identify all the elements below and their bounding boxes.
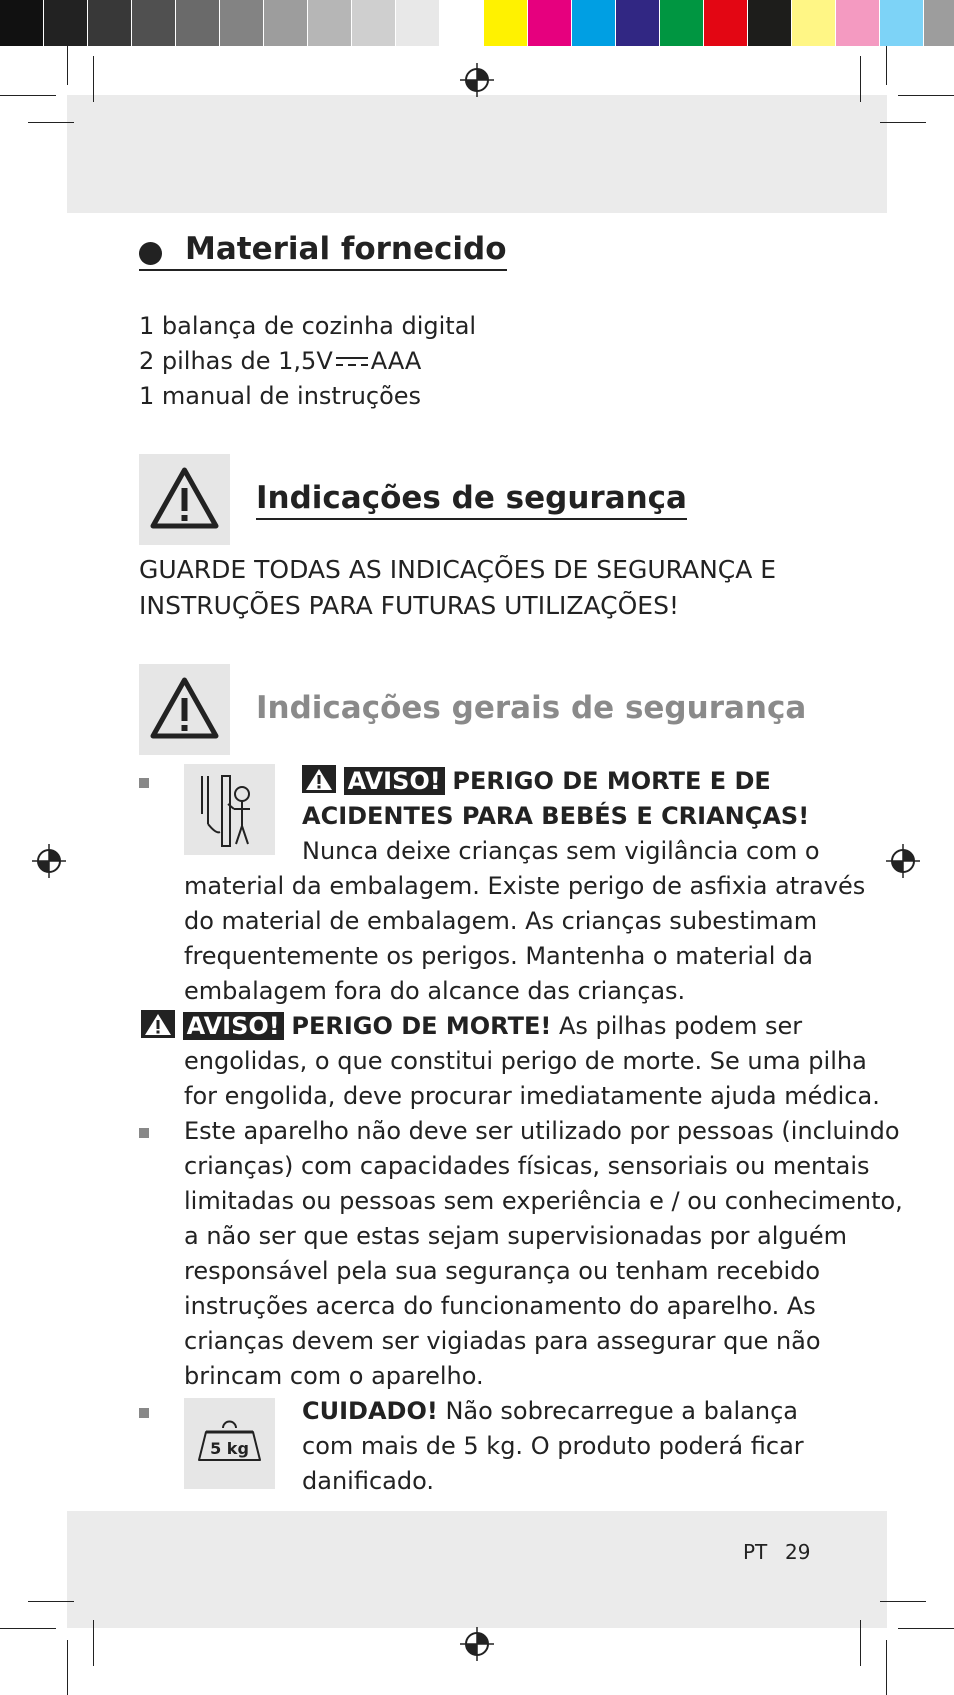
gray-swatch (0, 0, 44, 46)
gray-swatch (352, 0, 396, 46)
para3-line: brincam com o aparelho. (184, 1362, 484, 1390)
registration-mark-icon (886, 844, 920, 878)
general-safety-heading: Indicações gerais de segurança (256, 690, 807, 726)
weight-5kg-icon (184, 1398, 275, 1489)
warning-triangle-icon (302, 765, 336, 793)
warning1-head: PERIGO DE MORTE E DE (452, 767, 771, 795)
warning2-head: PERIGO DE MORTE! (291, 1012, 552, 1040)
color-swatch (572, 0, 616, 46)
color-swatch (836, 0, 880, 46)
color-swatch (704, 0, 748, 46)
registration-mark-icon (32, 844, 66, 878)
crop-mark (0, 1628, 56, 1629)
item-batteries (139, 344, 421, 379)
para3-line: crianças devem ser vigiadas para assegurar que não (184, 1327, 821, 1355)
registration-mark-icon (460, 63, 494, 97)
color-swatch (528, 0, 572, 46)
warning1-line: embalagem fora do alcance das crianças. (184, 977, 686, 1005)
child-hazard-icon (184, 764, 275, 855)
gray-swatch (264, 0, 308, 46)
list-bullet (139, 778, 149, 788)
para3-line: Este aparelho não deve ser utilizado por pessoas (incluindo (184, 1117, 900, 1145)
gray-scale-bar (0, 0, 484, 46)
warning1-line: do material de embalagem. As crianças subestimam (184, 907, 818, 935)
color-swatch (660, 0, 704, 46)
crop-mark (898, 1628, 954, 1629)
crop-mark (860, 1620, 861, 1666)
safety-caps-line1: GUARDE TODAS AS INDICAÇÕES DE SEGURANÇA E (139, 555, 777, 584)
para3-line: a não ser que estas sejam supervisionadas por alguém (184, 1222, 848, 1250)
crop-mark (898, 95, 954, 96)
color-swatch (792, 0, 836, 46)
aviso-badge: AVISO! (183, 1012, 284, 1040)
safety-heading: Indicações de segurança (256, 480, 687, 520)
list-bullet (139, 1408, 149, 1418)
footer-band (67, 1511, 887, 1628)
gray-swatch (396, 0, 440, 46)
registration-mark-icon (460, 1627, 494, 1661)
crop-mark (880, 1601, 926, 1602)
list-bullet (139, 1128, 149, 1138)
para3-line: limitadas ou pessoas sem experiência e / ou conhecimento, (184, 1187, 903, 1215)
gray-swatch (132, 0, 176, 46)
caution-first: Não sobrecarregue a balança (445, 1397, 798, 1425)
warning-triangle-icon (139, 454, 230, 545)
warning1-line: Nunca deixe crianças sem vigilância com o (302, 837, 820, 865)
gray-swatch (176, 0, 220, 46)
batteries-text: 2 pilhas de 1,5 (139, 347, 317, 375)
battery-type: AAA (370, 347, 422, 375)
item-scale: 1 balança de cozinha digital (139, 312, 477, 340)
warning1-line: material da embalagem. Existe perigo de asfixia através (184, 872, 866, 900)
item-manual: 1 manual de instruções (139, 382, 422, 410)
caution-head: CUIDADO! (302, 1397, 438, 1425)
crop-mark (28, 1601, 74, 1602)
gray-swatch (44, 0, 88, 46)
crop-mark (93, 1620, 94, 1666)
warning1-title-line2: ACIDENTES PARA BEBÉS E CRIANÇAS! (302, 802, 810, 830)
safety-caps-line2: INSTRUÇÕES PARA FUTURAS UTILIZAÇÕES! (139, 591, 679, 620)
process-color-bar (484, 0, 954, 46)
color-swatch (880, 0, 924, 46)
warning2-line: engolidas, o que constitui perigo de morte. Se uma pilha (184, 1047, 867, 1075)
warning1-title-line1 (302, 764, 771, 799)
caution-first-line (302, 1394, 798, 1429)
gray-swatch (308, 0, 352, 46)
color-swatch (616, 0, 660, 46)
warning1-line: frequentemente os perigos. Mantenha o material da (184, 942, 813, 970)
caution-line: danificado. (302, 1467, 434, 1495)
header-band (67, 95, 887, 213)
color-swatch (924, 0, 954, 46)
page-number: 29 (785, 1540, 811, 1564)
warning2-first-line (141, 1009, 802, 1044)
warning2-line: for engolida, deve procurar imediatamente ajuda médica. (184, 1082, 880, 1110)
crop-mark (880, 122, 926, 123)
warning-triangle-icon (139, 664, 230, 755)
crop-mark (886, 46, 887, 85)
crop-mark (93, 56, 94, 102)
crop-mark (0, 95, 56, 96)
warning2-first: As pilhas podem ser (558, 1012, 803, 1040)
para3-line: responsável pela sua segurança ou tenham recebido (184, 1257, 821, 1285)
color-swatch (484, 0, 528, 46)
para3-line: instruções acerca do funcionamento do aparelho. As (184, 1292, 816, 1320)
crop-mark (67, 46, 68, 85)
color-swatch (748, 0, 792, 46)
warning-triangle-icon (141, 1010, 175, 1038)
crop-mark (67, 1640, 68, 1695)
material-heading: Material fornecido (139, 231, 507, 271)
gray-swatch (440, 0, 484, 46)
gray-swatch (88, 0, 132, 46)
dc-current-icon (335, 355, 369, 369)
crop-mark (860, 56, 861, 102)
page-language: PT (743, 1540, 768, 1564)
aviso-badge: AVISO! (344, 767, 445, 795)
weight-label: 5 kg (210, 1439, 249, 1458)
crop-mark (28, 122, 74, 123)
para3-line: crianças) com capacidades físicas, sensoriais ou mentais (184, 1152, 870, 1180)
crop-mark (886, 1640, 887, 1695)
caution-line: com mais de 5 kg. O produto poderá ficar (302, 1432, 804, 1460)
gray-swatch (220, 0, 264, 46)
volt-unit: V (316, 347, 333, 375)
